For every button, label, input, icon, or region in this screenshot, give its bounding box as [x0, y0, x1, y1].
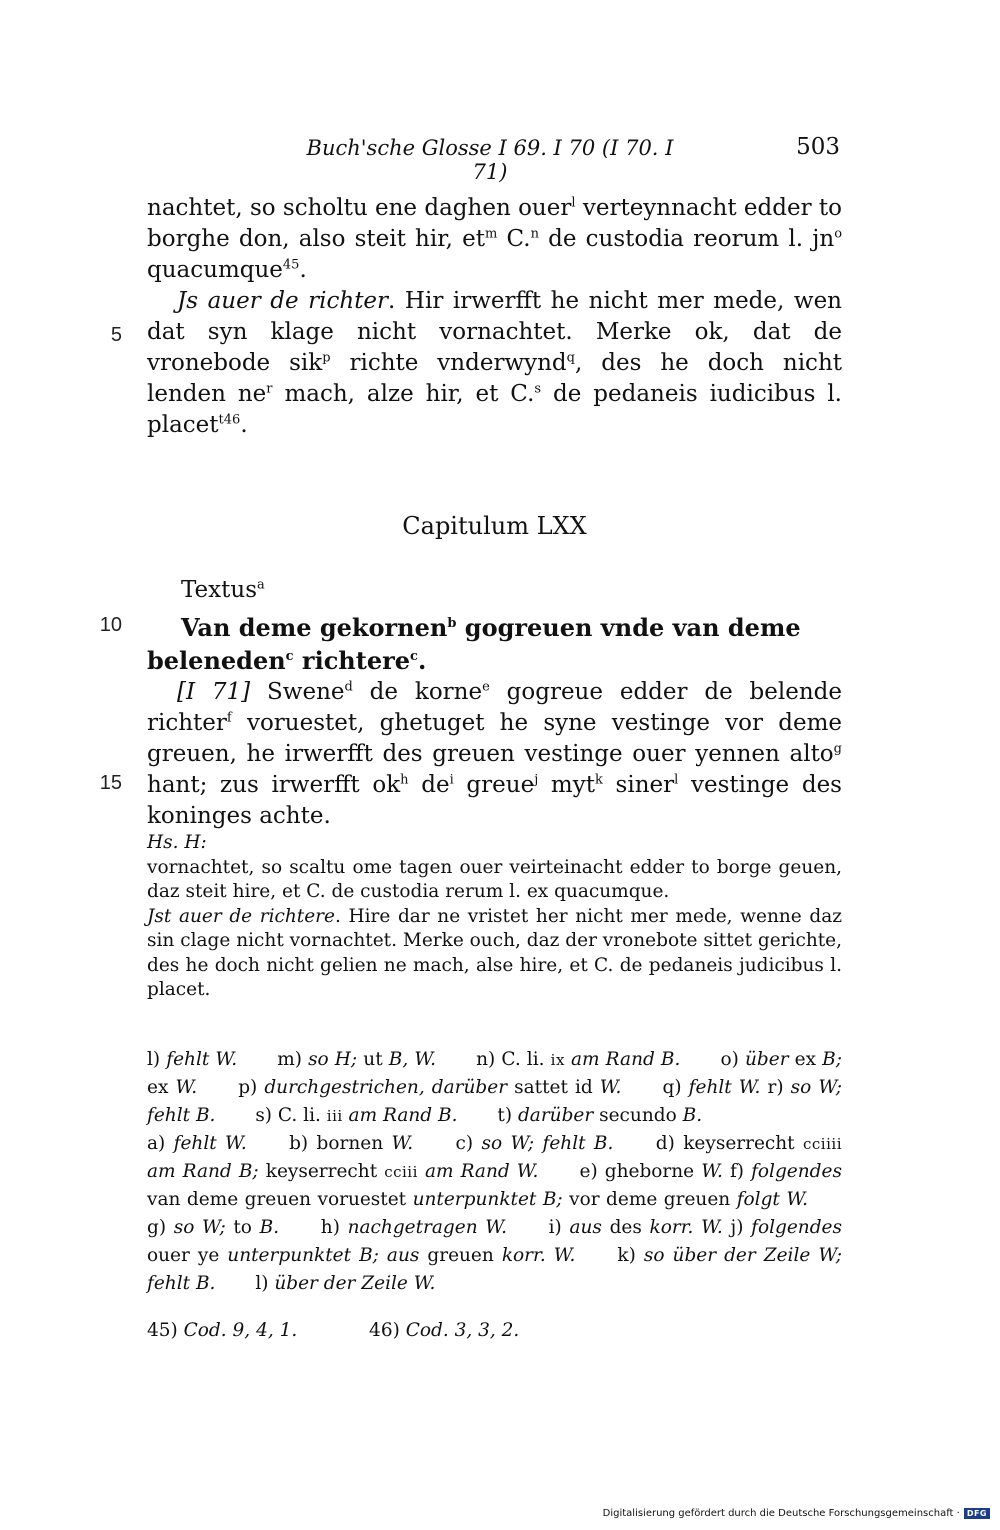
running-header: Buch'sche Glosse I 69. I 70 (I 70. I 71): [306, 136, 674, 184]
note-l: l) fehlt W.: [147, 1049, 238, 1070]
note-o: o) über ex B; ex W.: [147, 1049, 842, 1098]
line-number-10: 10: [99, 614, 122, 636]
chapter-body: [I 71] Swene$^d$ de korne$^e$ gogreue edder de belende richter$^f$ voruestet, ghetuget he syne vestinge vor deme greuen, he irwerfft des greuen vestinge ouer yennen alto$^g$ hant; zus irwerfft $ok^h$ $de^i$ greue$^j$ myt$^k$ siner$^l$ vestinge des koninges achte.: [147, 679, 842, 829]
note-e: e) gheborne W.: [579, 1161, 723, 1182]
footer-text: Digitalisierung gefördert durch die Deutsche Forschungsgemeinschaft ·: [602, 1508, 960, 1519]
note-n: n) C. li. ix am Rand B.: [476, 1049, 681, 1070]
note-c: c) so W; fehlt B.: [455, 1133, 614, 1154]
gloss-paragraph-2: Js auer de richter. Hir irwerfft he nicht mer mede, wen dat syn klage nicht vornachtet. Merke ok, dat de vronebode sik$^p$ richte vnderwynd$^q$, des he doch nicht lenden $ne^r$ mach, alze hir, et C.$^s$ de pedaneis iudicibus l. placet$^{t46}$.: [147, 288, 842, 438]
note-g: g) so W; to B.: [147, 1217, 280, 1238]
digitization-footer: [603, 1508, 990, 1519]
note-t: t) darüber secundo B.: [497, 1105, 703, 1126]
note-j: j) folgendes ouer ye unterpunktet B; aus greuen korr. W.: [147, 1217, 842, 1266]
gloss-text: [147, 193, 842, 441]
chapter-heading: Van deme gekornen$^b$ gogreuen vnde van deme beleneden$^c$ richtere$^c$.: [147, 613, 801, 675]
line-number-5: 5: [110, 324, 122, 346]
gloss-lemma: Js auer de richter: [177, 288, 389, 314]
manuscript-h-variant: [147, 831, 842, 1003]
reference-46: 46) Cod. 3, 3, 2.: [369, 1320, 520, 1341]
reference-45: 45) Cod. 9, 4, 1.: [147, 1320, 298, 1341]
note-m: m) so H; ut B, W.: [277, 1049, 436, 1070]
note-h: h) nachgetragen W.: [320, 1217, 507, 1238]
article-reference: [I 71]: [177, 679, 251, 705]
note-b: b) bornen W.: [289, 1133, 414, 1154]
note-i: i) aus des korr. W.: [548, 1217, 723, 1238]
note-p: p) durchgestrichen, darüber sattet id W.: [238, 1077, 622, 1098]
source-references: [147, 1320, 842, 1341]
note-q: q) fehlt W.: [662, 1077, 761, 1098]
manuscript-label: Hs. H:: [147, 832, 207, 853]
textus-label: Textus$^a$: [181, 577, 265, 603]
manuscript-paragraph-1: vornachtet, so scaltu ome tagen ouer veirteinacht edder to borge geuen, daz steit hire, et C. de custodia rerum l. ex quacumque.: [147, 856, 842, 902]
note-f: f) folgendes van deme greuen voruestet unterpunktet B; vor deme greuen folgt W.: [147, 1161, 842, 1210]
note-d: d) keyserrecht cciiii am Rand B; keyserrecht cciii am Rand W.: [147, 1133, 842, 1182]
note-l-2: l) über der Zeile W.: [255, 1273, 436, 1294]
note-r: r) so W; fehlt B.: [147, 1077, 842, 1126]
dfg-logo-icon: DFG: [964, 1508, 990, 1519]
note-s: s) C. li. iii am Rand B.: [255, 1105, 458, 1126]
manuscript-paragraph-2: Jst auer de richtere. Hire dar ne vristet her nicht mer mede, wenne daz sin clage nicht vornachtet. Merke ouch, daz der vronebote sittet gerichte, des he doch nicht gelien ne mach, alse hire, et C. de pedaneis judicibus l. placet.: [147, 905, 842, 1000]
note-a: a) fehlt W.: [147, 1133, 247, 1154]
critical-apparatus: [147, 1046, 842, 1298]
gloss-paragraph-1: nachtet, so scholtu ene daghen ouer$^l$ verteynnacht edder to borghe don, also steit hir, $et^m$ C.$^n$ de custodia reorum l. $jn^o$ quacumque$^{45}$.: [147, 195, 843, 283]
line-number-15: 15: [99, 772, 122, 794]
page-number: 503: [796, 134, 840, 160]
note-k: k) so über der Zeile W; fehlt B.: [147, 1245, 842, 1294]
chapter-title: Capitulum LXX: [402, 512, 587, 540]
